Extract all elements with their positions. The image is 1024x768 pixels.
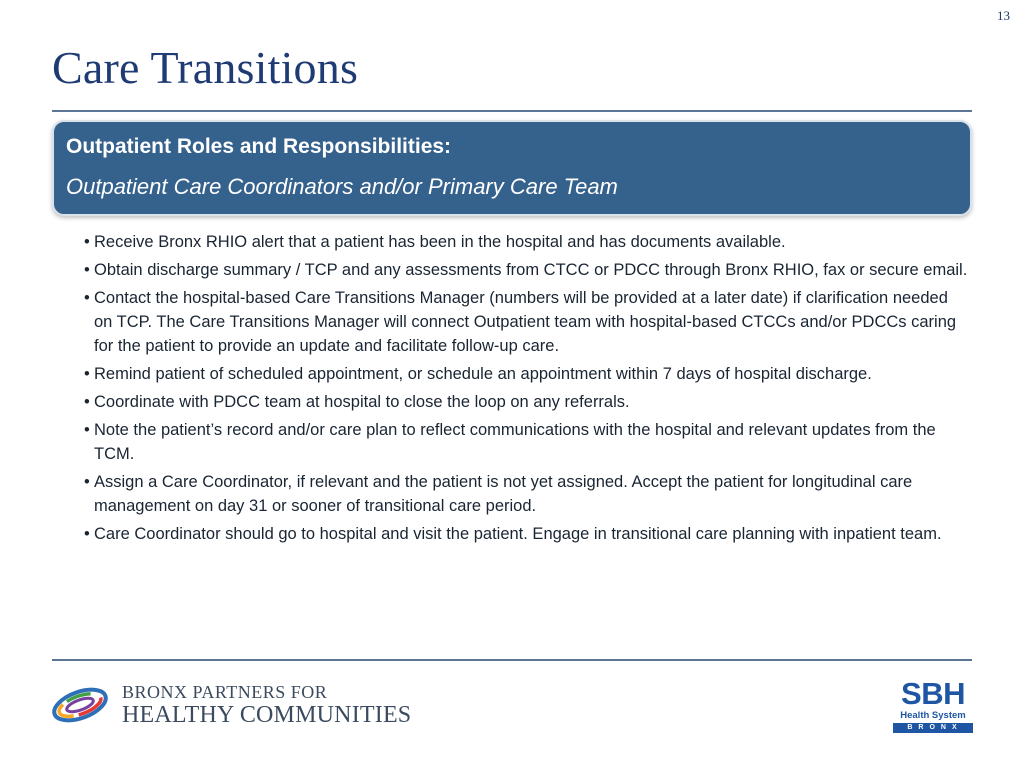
section-subheading: Outpatient Care Coordinators and/or Primary Care Team <box>66 174 618 199</box>
list-item: • Care Coordinator should go to hospital and visit the patient. Engage in transitional care planning with inpatient team. <box>84 522 968 546</box>
bronx-partners-swirl-icon <box>50 682 110 728</box>
footer-divider <box>52 659 972 661</box>
bronx-partners-logo <box>50 680 430 730</box>
sbh-logo-subtitle: Health System <box>900 710 966 721</box>
list-item: • Note the patient’s record and/or care plan to reflect communications with the hospital and relevant updates from the TCM. <box>84 418 968 466</box>
list-item: • Coordinate with PDCC team at hospital to close the loop on any referrals. <box>84 390 968 414</box>
sbh-logo-bar: BRONX <box>893 723 973 733</box>
bp-logo-line2: HEALTHY COMMUNITIES <box>122 702 412 728</box>
list-item: • Receive Bronx RHIO alert that a patient has been in the hospital and has documents available. <box>84 230 968 254</box>
sbh-logo-mark: SBH <box>901 676 965 711</box>
responsibilities-list <box>84 230 968 550</box>
section-heading: Outpatient Roles and Responsibilities: <box>66 135 452 158</box>
list-item: • Contact the hospital-based Care Transitions Manager (numbers will be provided at a later date) if clarification needed on TCP. The Care Transitions Manager will connect Outpatient team with hospital-based CTCCs and/or PDCCs caring for the patient to provide an update and facilitate follow-up care. <box>84 286 968 358</box>
list-item: • Obtain discharge summary / TCP and any assessments from CTCC or PDCC through Bronx RHIO, fax or secure email. <box>84 258 968 282</box>
bp-logo-line1: BRONX PARTNERS FOR <box>122 682 328 702</box>
sbh-health-system-logo <box>893 676 973 731</box>
section-header-box <box>52 120 972 216</box>
list-item: • Remind patient of scheduled appointment, or schedule an appointment within 7 days of hospital discharge. <box>84 362 968 386</box>
title-divider <box>52 110 972 112</box>
slide-number: 13 <box>997 8 1010 23</box>
slide-title: Care Transitions <box>52 42 359 93</box>
list-item: • Assign a Care Coordinator, if relevant and the patient is not yet assigned. Accept the patient for longitudinal care management on day 31 or sooner of transitional care period. <box>84 470 968 518</box>
